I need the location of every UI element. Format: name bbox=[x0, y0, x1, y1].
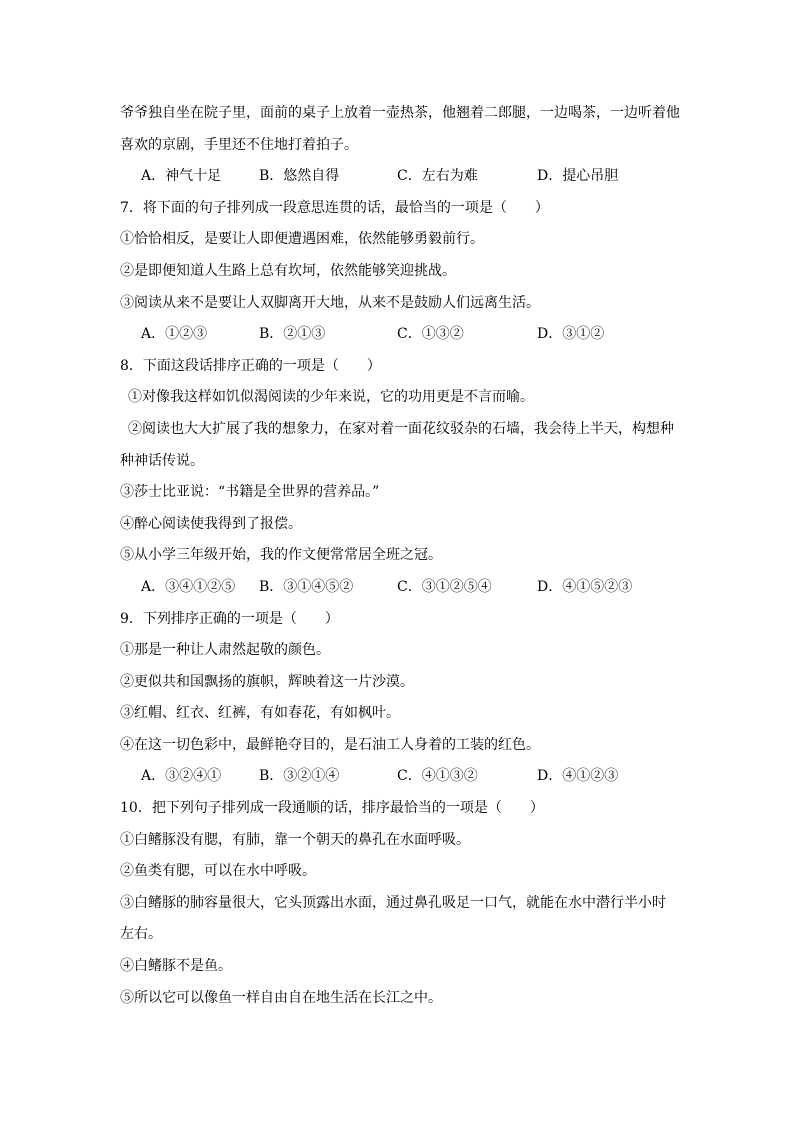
option-a: A．神气十足 bbox=[141, 168, 222, 185]
question-10-item: ⑤所以它可以像鱼一样自由自在地生活在长江之中。 bbox=[120, 989, 442, 1006]
question-9-item: ④在这一切色彩中，最鲜艳夺目的，是石油工人身着的工装的红色。 bbox=[120, 736, 540, 753]
passage-line: 爷爷独自坐在院子里，面前的桌子上放着一壶热茶，他翘着二郎腿，一边喝茶，一边听着他 bbox=[120, 105, 680, 121]
question-7-item: ①恰恰相反，是要让人即便遭遇困难，依然能够勇毅前行。 bbox=[120, 231, 484, 248]
question-8-options bbox=[120, 572, 680, 604]
question-10-item: ④白鳍豚不是鱼。 bbox=[120, 958, 232, 975]
option-b: B．②①③ bbox=[259, 326, 326, 343]
option-c: C．④①③② bbox=[397, 768, 478, 785]
question-9-stem: 9．下列排序正确的一项是（ ） bbox=[120, 610, 339, 627]
option-b: B．③①④⑤② bbox=[259, 578, 354, 595]
question-8-item: ①对像我这样如饥似渴阅读的少年来说，它的功用更是不言而喻。 bbox=[128, 389, 534, 406]
option-a: A．③②④① bbox=[141, 768, 222, 785]
option-b: B．悠然自得 bbox=[259, 168, 340, 185]
option-d: D．③①② bbox=[537, 326, 605, 343]
option-c: C．③①②⑤④ bbox=[397, 578, 492, 595]
question-8-item-continued: 种神话传说。 bbox=[120, 452, 204, 469]
option-d: D．④①⑤②③ bbox=[537, 578, 633, 595]
question-10-item: ③白鳍豚的肺容量很大，它头顶露出水面，通过鼻孔吸足一口气，就能在水中潜行半小时 bbox=[120, 894, 666, 911]
question-10-item: ②鱼类有腮，可以在水中呼吸。 bbox=[120, 863, 316, 880]
passage-line: 喜欢的京剧，手里还不住地打着拍子。 bbox=[120, 136, 358, 153]
option-d: D．④①②③ bbox=[537, 768, 619, 785]
option-c: C．①③② bbox=[397, 326, 464, 343]
question-9-item: ①那是一种让人肃然起敬的颜色。 bbox=[120, 642, 330, 659]
question-10-item-continued: 左右。 bbox=[120, 926, 162, 943]
option-a: A．①②③ bbox=[141, 326, 208, 343]
question-8-item: ③莎士比亚说：“书籍是全世界的营养品。” bbox=[120, 484, 380, 501]
question-7-options bbox=[120, 319, 680, 351]
question-7-item: ③阅读从来不是要让人双脚离开大地，从来不是鼓励人们远离生活。 bbox=[120, 294, 540, 311]
question-7-stem: 7．将下面的句子排列成一段意思连贯的话，最恰当的一项是（ ） bbox=[120, 199, 549, 216]
option-d: D．提心吊胆 bbox=[537, 168, 619, 185]
option-c: C．左右为难 bbox=[397, 168, 478, 185]
question-10-item: ①白鳍豚没有腮，有肺，靠一个朝天的鼻孔在水面呼吸。 bbox=[120, 831, 470, 848]
question-9-item: ③红帽、红衣、红裤，有如春花，有如枫叶。 bbox=[120, 705, 400, 722]
question-8-item: ④醉心阅读使我得到了报偿。 bbox=[120, 515, 302, 532]
option-a: A．③④①②⑤ bbox=[141, 578, 236, 595]
question-8-item: ⑤从小学三年级开始，我的作文便常常居全班之冠。 bbox=[120, 547, 442, 564]
question-9-item: ②更似共和国飘扬的旗帜，辉映着这一片沙漠。 bbox=[120, 673, 414, 690]
question-8-item: ②阅读也大大扩展了我的想象力，在家对着一面花纹驳杂的石墙，我会待上半天，构想种 bbox=[128, 420, 674, 437]
option-b: B．③②①④ bbox=[259, 768, 340, 785]
page-content bbox=[120, 98, 680, 1014]
question-10-stem: 10．把下列句子排列成一段通顺的话，排序最恰当的一项是（ ） bbox=[120, 800, 544, 817]
question-8-stem: 8．下面这段话排序正确的一项是（ ） bbox=[120, 357, 381, 374]
answer-options bbox=[120, 161, 680, 193]
question-9-options bbox=[120, 761, 680, 793]
question-7-item: ②是即便知道人生路上总有坎坷，依然能够笑迎挑战。 bbox=[120, 262, 456, 279]
